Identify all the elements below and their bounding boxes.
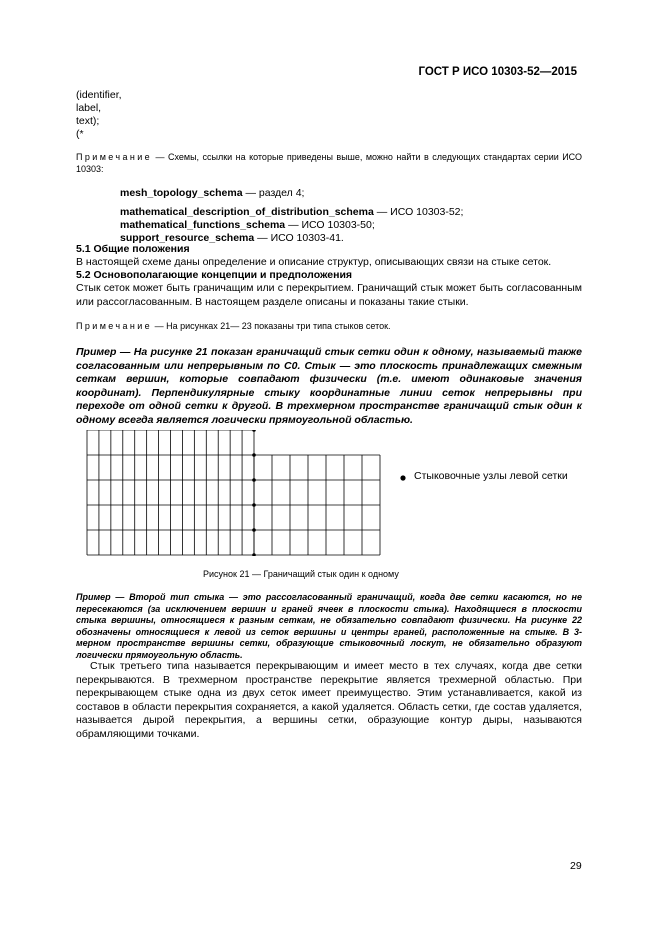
schema-ref: — раздел 4;	[245, 187, 305, 199]
code-line: label,	[76, 102, 102, 114]
section-5-1-title: 5.1 Общие положения	[76, 243, 190, 255]
note-dash: —	[154, 321, 164, 331]
schema-item	[120, 187, 463, 200]
schema-list	[120, 187, 463, 245]
note-label: Примечание	[76, 321, 153, 331]
note-text: На рисунках 21— 23 показаны три типа стыков сеток.	[166, 321, 391, 331]
section-5-2-title: 5.2 Основополагающие концепции и предположения	[76, 269, 353, 281]
mesh-figure	[86, 430, 382, 556]
schema-item	[120, 219, 463, 232]
example-2: Пример — Второй тип стыка — это рассогласованный граничащий, когда две сетки касаются, но не пересекаются (за исключением вершин и граней ячеек в плоскости стыка). Находящиеся в плоскости стыка вершины, относящиеся к разным сеткам, не обязательно совпадают физически. На рисунке 22 обозначены относящиеся к левой из сеток вершины и центры граней, расположенные на стыке. В 3-мерном пространстве вершины сетки, образующие стыковочный лоскут, не обязательно образуют логически прямоугольную область.	[76, 592, 582, 660]
note-2	[76, 320, 582, 332]
joint-node	[252, 553, 256, 556]
schema-name: support_resource_schema	[120, 232, 255, 244]
section-5-1-text: В настоящей схеме даны определение и описание структур, описывающих связи на стыке сеток.	[76, 256, 552, 268]
code-line: text);	[76, 115, 100, 127]
figure-caption: Рисунок 21 — Граничащий стык один к одному	[203, 569, 399, 579]
schema-item	[120, 206, 463, 219]
joint-node	[252, 478, 256, 482]
code-block	[76, 89, 122, 141]
note-text: Схемы, ссылки на которые приведены выше, можно найти в следующих стандартах серии ИСО 10303:	[76, 152, 582, 174]
legend-bullet-icon	[399, 474, 407, 482]
document-header: ГОСТ Р ИСО 10303-52—2015	[418, 66, 577, 78]
code-line: (identifier,	[76, 89, 122, 101]
code-line: (*	[76, 128, 84, 140]
section-5-2-text: Стык сеток может быть граничащим или с перекрытием. Граничащий стык может быть согласованным или рассогласованным. В настоящем разделе описаны и показаны такие стыки.	[76, 282, 582, 308]
example-1: Пример — На рисунке 21 показан граничащий стык сетки один к одному, называемый также согласованным или непрерывным по C0. Стык — это плоскость принадлежащих смежным сеткам вершин, которые совпадают физически (т.е. имеют одинаковые значения координат). Перпендикулярные стыку координатные линии сеток непрерывны при переходе от одной сетки к другой. В трехмерном пространстве граничащий стык один к одному всегда является логически прямоугольной областью.	[76, 346, 582, 426]
right-grid	[254, 455, 380, 555]
joint-node	[252, 503, 256, 507]
note-label: Примечание	[76, 152, 153, 162]
joint-node	[252, 430, 256, 432]
note-dash: —	[155, 152, 165, 162]
schema-ref: — ИСО 10303-41.	[257, 232, 344, 244]
schema-name: mesh_topology_schema	[120, 187, 243, 199]
schema-name: mathematical_functions_schema	[120, 219, 286, 231]
joint-node	[252, 528, 256, 532]
joint-node	[252, 453, 256, 457]
figure-legend: Стыковочные узлы левой сетки	[414, 470, 568, 482]
schema-name: mathematical_description_of_distribution_schema	[120, 206, 374, 218]
schema-ref: — ИСО 10303-52;	[376, 206, 464, 218]
left-grid	[87, 430, 254, 555]
page-number: 29	[570, 860, 582, 872]
note-1	[76, 151, 582, 175]
schema-ref: — ИСО 10303-50;	[288, 219, 375, 231]
overlap-paragraph: Стык третьего типа называется перекрывающим и имеет место в тех случаях, когда две сетки перекрываются. В трехмерном пространстве перекрытие является трехмерной областью. При перекрывающем стыке одна из двух сеток имеет преимущество. Этим устанавливается, какой из составов в области перекрытия сохраняется, а какой удаляется. Область сетки, где состав удаляется, называется дырой перекрытия, а вершины сетки, образующие контур дыры, называются обрамляющими точками.	[76, 660, 582, 740]
